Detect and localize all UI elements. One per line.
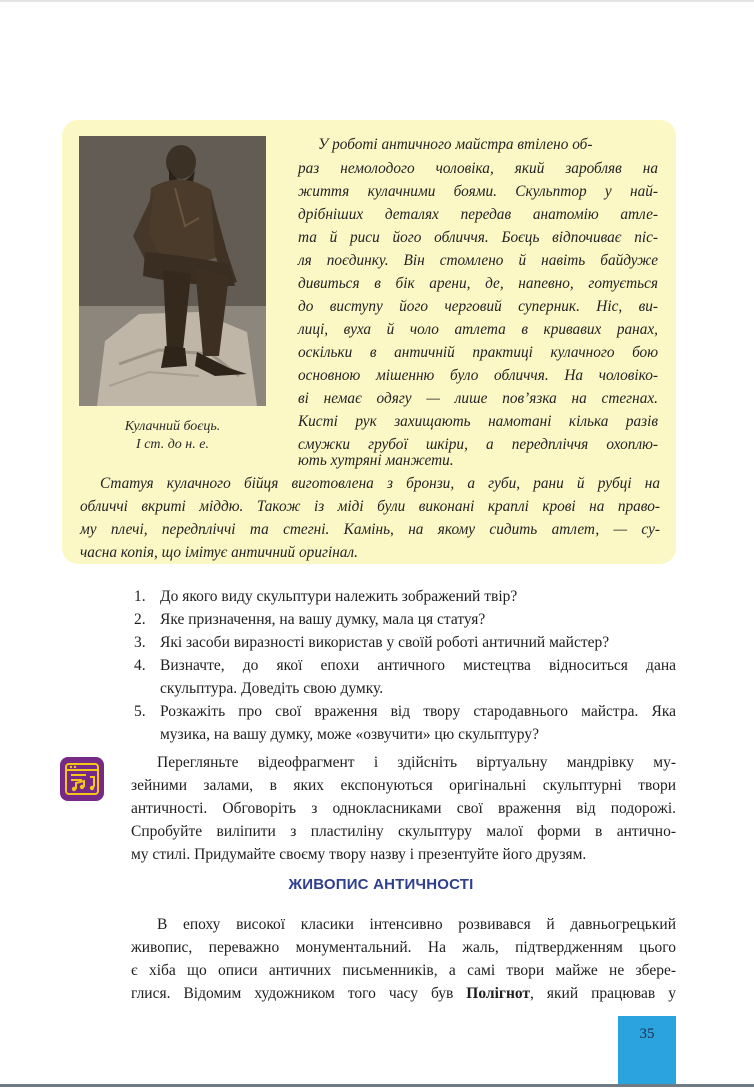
box-text-line: ві немає одягу — лише пов’язка на стегнах. xyxy=(298,390,658,407)
bottom-rule xyxy=(0,1084,754,1087)
section-text-line: живопис, переважно монументальний. На жаль, підтвердженням цього xyxy=(131,939,676,956)
caption-date: І ст. до н. е. xyxy=(136,437,209,452)
photo-caption xyxy=(79,418,266,454)
box-text-line: раз немолодого чоловіка, який заробляв на xyxy=(298,160,658,177)
question-text: Яке призначення, на вашу думку, мала ця статуя? xyxy=(160,611,486,628)
box-text-line: Кисті рук захищають намотані кілька разів xyxy=(298,413,658,430)
painter-name: Полігнот xyxy=(466,985,531,1002)
question-text: скульптура. Доведіть свою думку. xyxy=(160,680,384,697)
section-text-start: глися. Відомим художником того часу був xyxy=(131,985,467,1002)
box-text-line: життя кулачними боями. Скульптор у най- xyxy=(298,183,658,200)
box-text-line: основною мішенню було обличчя. На чоловіко- xyxy=(298,367,658,384)
caption-title: Кулачний боєць. xyxy=(124,419,221,434)
box-text-line: лиці, вуха й чоло атлета в кривавих ранах, xyxy=(298,321,658,338)
page-number: 35 xyxy=(639,1026,655,1042)
box-text-line: та й риси його обличчя. Боєць відпочиває піс- xyxy=(298,229,658,246)
section-text-line: є хіба що описи античних письменників, а самі твори майже не збере- xyxy=(131,962,676,979)
question-text: До якого виду скульптури належить зображений твір? xyxy=(160,588,518,605)
section-heading: ЖИВОПИС АНТИЧНОСТІ xyxy=(288,876,474,893)
box-text-line: Статуя кулачного бійця виготовлена з бронзи, а губи, рани й рубці на xyxy=(100,475,660,492)
box-text-line: дрібніших деталях передав анатомію атле- xyxy=(298,206,658,223)
boxer-statue-illustration xyxy=(79,136,266,406)
question-number: 4. xyxy=(134,657,146,674)
task-text-line: античності. Обговоріть з однокласниками свої враження від подорожі. xyxy=(131,800,676,817)
question-number: 5. xyxy=(134,703,146,720)
question-text: музика, на вашу думку, може «озвучити» цю скульптуру? xyxy=(160,726,539,743)
box-text-line: му плечі, передпліччі та стегні. Камінь, на якому сидить атлет, — су- xyxy=(80,521,660,538)
top-rule xyxy=(0,0,754,2)
boxer-statue-photo xyxy=(79,136,266,406)
question-number: 2. xyxy=(134,611,146,628)
box-text-line: обличчі вкриті міддю. Також із міді були виконані краплі крові на право- xyxy=(80,498,660,515)
music-notes-icon xyxy=(60,757,104,801)
task-text-line: му стилі. Придумайте своєму твору назву і презентуйте його друзям. xyxy=(131,846,587,863)
section-text-tail: , який працював у xyxy=(530,985,676,1002)
box-text-line: ля поєдинку. Він стомлено й навіть байдуже xyxy=(298,252,658,269)
question-text: Які засоби виразності використав у своїй роботі античний майстер? xyxy=(160,634,610,651)
section-text-line: В епоху високої класики інтенсивно розвивався й давньогрецький xyxy=(157,916,676,933)
question-text: Визначте, до якої епохи античного мистецтва відноситься дана xyxy=(160,657,676,674)
question-number: 1. xyxy=(134,588,146,605)
box-text-line: ють хутряні манжети. xyxy=(298,452,454,469)
box-text-line: У роботі античного майстра втілено об- xyxy=(318,136,593,153)
task-text-line: Перегляньте відеофрагмент і здійсніть віртуальну мандрівку му- xyxy=(157,754,676,771)
question-text: Розкажіть про свої враження від твору стародавнього майстра. Яка xyxy=(160,703,676,720)
box-text-line: смужки грубої шкіри, а передпліччя охоплю- xyxy=(298,436,658,453)
section-text-line xyxy=(131,982,676,1005)
task-text-line: зейними залами, в яких експонуються оригінальні скульптурні твори xyxy=(131,777,676,794)
box-text-line: оскільки в античній практиці кулачного бою xyxy=(298,344,658,361)
box-text-line: дивиться в бік арени, де, напевно, готується xyxy=(298,275,658,292)
box-text-line: до виступу його черговий суперник. Ніс, ви- xyxy=(298,298,658,315)
task-text-line: Спробуйте виліпити з пластиліну скульптуру малої форми в антично- xyxy=(131,823,676,840)
page-number-tab xyxy=(618,1016,676,1086)
question-number: 3. xyxy=(134,634,146,651)
box-text-line: часна копія, що імітує античний оригінал. xyxy=(80,544,358,561)
